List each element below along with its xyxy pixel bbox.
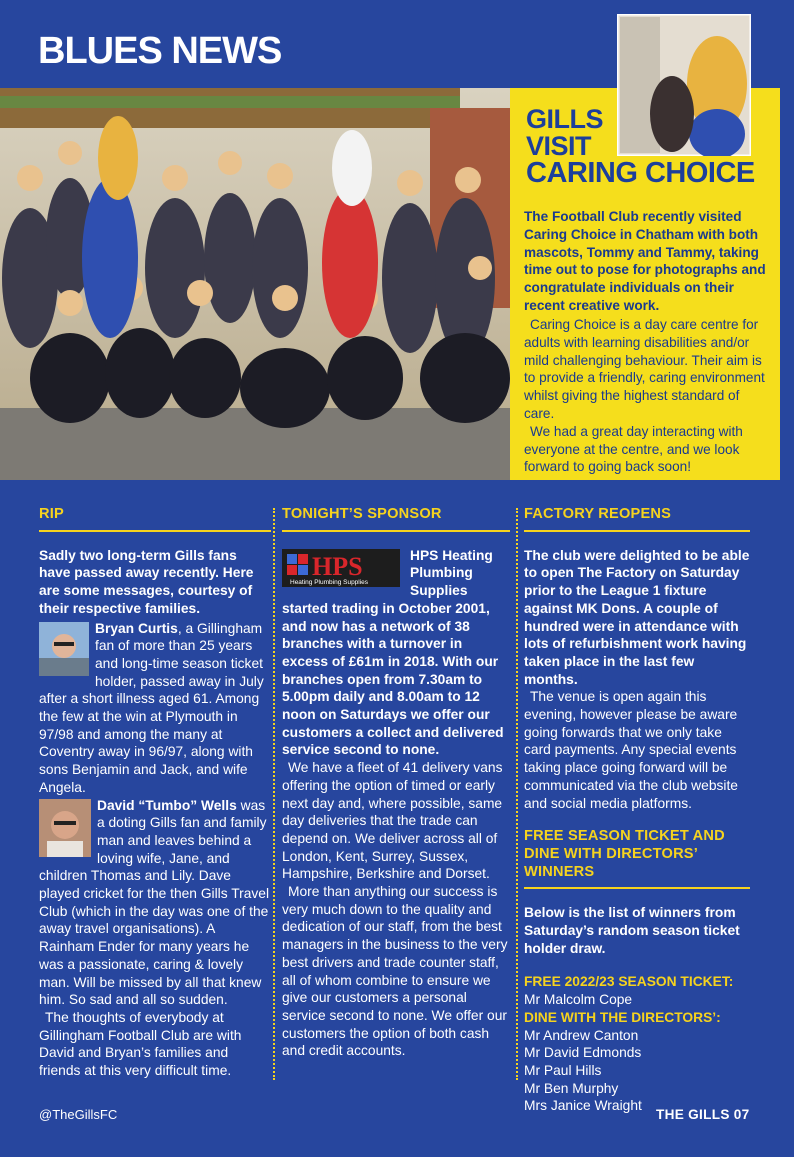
feature-title-line2: VISIT xyxy=(526,131,592,161)
david-entry xyxy=(39,797,271,1009)
rip-intro: Sadly two long-term Gills fans have passed away recently. Here are some messages, courtesy of their respective families. xyxy=(39,547,254,616)
rip-column xyxy=(39,506,271,1080)
david-body: was a doting Gills fan and family man and leaves behind a loving wife, Jane, and children Thomas and Lily. Dave played cricket for the then Gills Travel Club (which in the day was one of the away travel organisations). A Rainham Ender for many years he was a passionate, caring & lovely man. Will be missed by all that knew him. So sad and all so sudden. xyxy=(39,797,270,1008)
group-photo xyxy=(0,88,512,480)
bryan-photo xyxy=(39,622,89,676)
hps-logo-sub: Heating Plumbing Supplies xyxy=(290,578,369,586)
sponsor-para2: More than anything our success is very much down to the quality and dedication of our staff, from the best managers in the business to the very best drivers and trade counter staff, all of whom combine to ensure we give our customers a personal service second to none. We offer our customers the option of both cash and credit accounts. xyxy=(282,884,508,1059)
ticket-winner: Mr Malcolm Cope xyxy=(524,992,633,1008)
page-number: THE GILLS 07 xyxy=(656,1107,750,1122)
rip-closing: The thoughts of everybody at Gillingham Football Club are with David and Bryan’s families and friends at this very difficult time. xyxy=(39,1009,242,1079)
rip-heading: RIP xyxy=(39,506,271,532)
bryan-entry xyxy=(39,620,271,797)
dine-winner: Mr David Edmonds xyxy=(524,1045,642,1061)
bryan-name: Bryan Curtis xyxy=(95,620,178,636)
feature-lead: The Football Club recently visited Caring Choice in Chatham with both mascots, Tommy and Tammy, taking time out to pose for photographs and congratulate individuals on their recent creative work. xyxy=(524,209,766,313)
david-photo xyxy=(39,799,91,857)
sponsor-para1: We have a fleet of 41 delivery vans offering the option of timed or early next day and, where possible, same day deliveries that the trade can depend on. We deliver across all of London, Kent, Surrey, Sussex, Hampshire, Berkshire and Dorset. xyxy=(282,760,503,882)
feature-title-line1: GILLS xyxy=(526,104,603,134)
mascot-photo xyxy=(617,14,751,156)
dine-winner: Mr Andrew Canton xyxy=(524,1027,639,1043)
factory-para1: The venue is open again this evening, however please be aware going forwards that we only take card payments. Any special events taking place going forward will be communicated via the club website and social media platforms. xyxy=(524,689,738,811)
dine-winner: Mr Paul Hills xyxy=(524,1062,602,1078)
hps-logo-text: HPS xyxy=(312,551,363,581)
winners-heading: FREE SEASON TICKET AND DINE WITH DIRECTORS’ WINNERS xyxy=(524,828,750,889)
david-name: David “Tumbo” Wells xyxy=(97,797,237,813)
twitter-handle: @TheGillsFC xyxy=(39,1107,118,1122)
column-divider xyxy=(273,508,275,1080)
ticket-label: FREE 2022/23 SEASON TICKET: xyxy=(524,974,734,990)
feature-para2: We had a great day interacting with everyone at the centre, and we look forward to going back soon! xyxy=(524,423,743,475)
factory-heading: FACTORY REOPENS xyxy=(524,506,750,532)
sponsor-name: HPS Heating Plumbing Supplies xyxy=(410,547,493,599)
winners-intro: Below is the list of winners from Saturday’s random season ticket holder draw. xyxy=(524,905,740,956)
factory-lead: The club were delighted to be able to open The Factory on Saturday prior to the League 1 fixture against MK Dons. A couple of hundred were in attendance with lots of refurbishment work having taken place in the last few months. xyxy=(524,547,750,687)
dine-winner: Mrs Janice Wraight xyxy=(524,1098,642,1114)
feature-para1: Caring Choice is a day care centre for adults with learning disabilities and/or mild challenging behaviour. Their aim is to provide a friendly, caring environment whilst giving the highest standard of care. xyxy=(524,317,765,421)
dine-label: DINE WITH THE DIRECTORS’: xyxy=(524,1009,721,1025)
hps-logo xyxy=(282,549,400,587)
column-divider xyxy=(516,508,518,1080)
feature-body xyxy=(524,316,772,476)
sponsor-heading: TONIGHT’S SPONSOR xyxy=(282,506,510,532)
sponsor-column xyxy=(282,506,510,1060)
feature-title-line3: CARING CHOICE xyxy=(526,157,755,189)
bryan-body: , a Gillingham fan of more than 25 years and long-time season ticket holder, passed away in July after a short illness aged 61. Among the few at the win at Plymouth in 97/98 and among the many at Coventry away in 96/97, along with sons Benjamin and Jack, and wife Angela. xyxy=(39,620,264,795)
section-title: BLUES NEWS xyxy=(38,30,282,72)
sponsor-lead-text: started trading in October 2001, and now has a network of 38 branches with a turnover in excess of £61m in 2018. With our branches open from 7.30am to 5.00pm daily and 8.00am to 12 noon on Saturdays we offer our customers a collect and delivered service second to none. xyxy=(282,600,504,758)
factory-column xyxy=(524,506,750,1115)
dine-winner: Mr Ben Murphy xyxy=(524,1080,619,1096)
